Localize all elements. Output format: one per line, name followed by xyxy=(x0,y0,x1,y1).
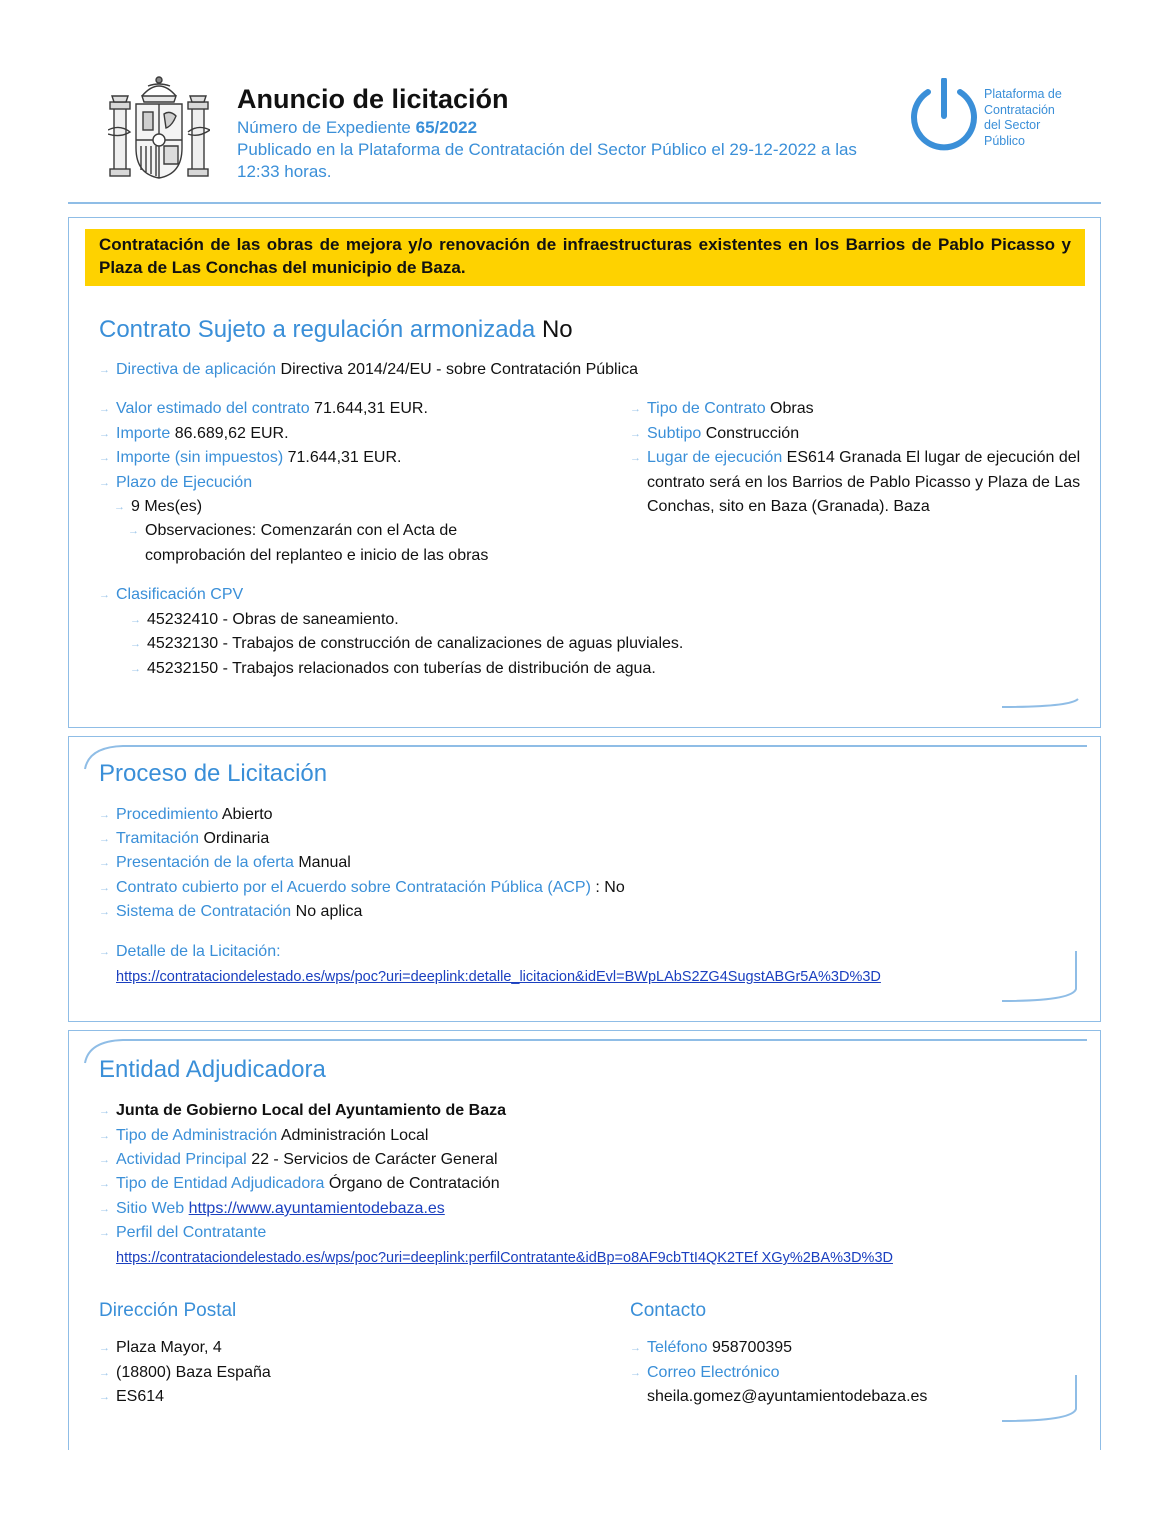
arrow-icon: → xyxy=(630,403,641,415)
arrow-icon: → xyxy=(99,809,110,821)
logo-line: Público xyxy=(984,133,1025,148)
arrow-icon: → xyxy=(128,525,139,537)
perfil-label: Perfil del Contratante xyxy=(116,1224,267,1241)
tipo-admin-value: Administración Local xyxy=(280,1127,429,1144)
plazo-row xyxy=(99,471,252,496)
cpv-item xyxy=(130,608,399,633)
correo-label: Correo Electrónico xyxy=(647,1364,780,1381)
armonizada-value: No xyxy=(541,316,573,343)
acp-row xyxy=(99,876,625,901)
direccion-text: (18800) Baza España xyxy=(116,1364,271,1381)
header-divider xyxy=(68,202,1101,204)
actividad-label: Actividad Principal xyxy=(116,1151,247,1168)
importe-label: Importe xyxy=(116,425,171,442)
detalle-row xyxy=(99,940,281,965)
cpv-item-text: 45232130 - Trabajos de construcción de canalizaciones de aguas pluviales. xyxy=(147,635,684,652)
cpv-item-text: 45232150 - Trabajos relacionados con tuberías de distribución de agua. xyxy=(147,660,656,677)
direccion-title: Dirección Postal xyxy=(99,1300,237,1321)
decorative-swoosh xyxy=(1002,655,1082,711)
correo-value: sheila.gomez@ayuntamientodebaza.es xyxy=(647,1388,928,1405)
arrow-icon: → xyxy=(99,589,110,601)
logo-line: del Sector xyxy=(984,118,1041,132)
importe-value: 86.689,62 EUR. xyxy=(174,425,289,442)
arrow-icon: → xyxy=(114,501,125,513)
detalle-link-row xyxy=(116,965,881,990)
arrow-icon: → xyxy=(99,364,110,376)
entidad-name: Junta de Gobierno Local del Ayuntamiento de Baza xyxy=(116,1102,506,1119)
lugar-value: ES614 Granada El lugar de ejecución del contrato será en los Barrios de Pablo Picasso y Plaza de Las Conchas, sito en Baza (Granada). Baza xyxy=(647,449,1081,515)
telefono-value: 958700395 xyxy=(711,1339,793,1356)
observaciones-row xyxy=(128,519,520,568)
entidad-name-row xyxy=(99,1099,506,1124)
cpv-item-text: 45232410 - Obras de saneamiento. xyxy=(147,611,399,628)
arrow-icon: → xyxy=(99,452,110,464)
detalle-link[interactable]: https://contrataciondelestado.es/wps/poc?uri=deeplink:detalle_licitacion&idEvl=BWpLAbS2ZG4SugstABGr5A%3D%3D xyxy=(116,969,881,985)
importe-sin-label: Importe (sin impuestos) xyxy=(116,449,284,466)
tipo-row xyxy=(630,397,814,422)
arrow-icon: → xyxy=(99,1342,110,1354)
tramitacion-value: Ordinaria xyxy=(203,830,270,847)
arrow-icon: → xyxy=(630,1342,641,1354)
coat-of-arms-icon xyxy=(108,74,210,182)
arrow-icon: → xyxy=(130,638,139,650)
perfil-link-row xyxy=(116,1246,893,1271)
detalle-label: Detalle de la Licitación: xyxy=(116,943,281,960)
armonizada-heading xyxy=(99,316,573,344)
arrow-icon: → xyxy=(130,614,139,626)
proceso-title: Proceso de Licitación xyxy=(99,760,328,787)
tramitacion-label: Tramitación xyxy=(116,830,199,847)
perfil-row xyxy=(99,1221,266,1246)
armonizada-label: Contrato Sujeto a regulación armonizada xyxy=(99,316,536,343)
web-link[interactable]: https://www.ayuntamientodebaza.es xyxy=(188,1200,445,1217)
entidad-title: Entidad Adjudicadora xyxy=(99,1056,326,1083)
cpv-item xyxy=(130,657,656,682)
importe-sin-value: 71.644,31 EUR. xyxy=(287,449,402,466)
arrow-icon: → xyxy=(630,452,641,464)
tramitacion-row xyxy=(99,827,269,852)
valor-row xyxy=(99,397,428,422)
arrow-icon: → xyxy=(630,1367,641,1379)
arrow-icon: → xyxy=(99,477,110,489)
contacto-title: Contacto xyxy=(630,1300,707,1321)
direccion-line xyxy=(99,1336,222,1361)
expediente-line xyxy=(237,118,477,138)
web-label: Sitio Web xyxy=(116,1200,185,1217)
sistema-value: No aplica xyxy=(295,903,363,920)
arrow-icon: → xyxy=(99,906,110,918)
telefono-label: Teléfono xyxy=(647,1339,708,1356)
correo-row xyxy=(630,1361,780,1386)
observaciones-text: Observaciones: Comenzarán con el Acta de comprobación del replanteo e inicio de las obras xyxy=(145,522,489,564)
arrow-icon: → xyxy=(99,882,110,894)
arrow-icon: → xyxy=(99,1154,110,1166)
web-row xyxy=(99,1197,445,1222)
tipo-entidad-label: Tipo de Entidad Adjudicadora xyxy=(116,1175,325,1192)
expediente-label: Número de Expediente xyxy=(237,118,411,137)
direccion-text: Plaza Mayor, 4 xyxy=(116,1339,222,1356)
arrow-icon: → xyxy=(99,1227,110,1239)
arrow-icon: → xyxy=(99,1178,110,1190)
arrow-icon: → xyxy=(99,857,110,869)
tipo-admin-row xyxy=(99,1124,428,1149)
perfil-link[interactable]: https://contrataciondelestado.es/wps/poc?uri=deeplink:perfilContratante&idBp=o8AF9cbTtI4QK2TEf XGy%2BA%3D%3D xyxy=(116,1250,893,1266)
subtipo-value: Construcción xyxy=(705,425,800,442)
valor-value: 71.644,31 EUR. xyxy=(314,400,428,417)
sistema-row xyxy=(99,900,362,925)
presentacion-label: Presentación de la oferta xyxy=(116,854,294,871)
actividad-value: 22 - Servicios de Carácter General xyxy=(251,1151,498,1168)
acp-value: : No xyxy=(595,879,625,896)
directiva-label: Directiva de aplicación xyxy=(116,361,277,378)
direccion-text: ES614 xyxy=(116,1388,165,1405)
cpv-label: Clasificación CPV xyxy=(116,586,244,603)
lugar-row xyxy=(630,446,1090,520)
arrow-icon: → xyxy=(130,663,139,675)
importe-row xyxy=(99,422,289,447)
plazo-value-row xyxy=(114,495,202,520)
procedimiento-value: Abierto xyxy=(221,806,273,823)
tipo-admin-label: Tipo de Administración xyxy=(116,1127,278,1144)
directiva-row xyxy=(99,358,638,383)
cpv-row xyxy=(99,583,243,608)
contract-title: Contratación de las obras de mejora y/o renovación de infraestructuras existentes en los Barrios de Pablo Picasso y Plaza de Las Conchas del municipio de Baza. xyxy=(99,235,1071,277)
expediente-number: 65/2022 xyxy=(415,118,478,137)
arrow-icon: → xyxy=(99,833,110,845)
tipo-entidad-value: Órgano de Contratación xyxy=(328,1175,500,1192)
procedimiento-row xyxy=(99,803,273,828)
tipo-entidad-row xyxy=(99,1172,500,1197)
lugar-label: Lugar de ejecución xyxy=(647,449,783,466)
arrow-icon: → xyxy=(99,428,110,440)
arrow-icon: → xyxy=(99,1367,110,1379)
plazo-label: Plazo de Ejecución xyxy=(116,474,253,491)
arrow-icon: → xyxy=(99,1105,110,1117)
published-line: Publicado en la Plataforma de Contratación del Sector Público el 29-12-2022 a las 12:33 horas. xyxy=(237,140,857,181)
arrow-icon: → xyxy=(99,403,110,415)
logo-line: Plataforma de xyxy=(984,87,1062,101)
valor-label: Valor estimado del contrato xyxy=(116,400,310,417)
direccion-line xyxy=(99,1385,164,1410)
page-title: Anuncio de licitación xyxy=(237,84,509,114)
subtipo-label: Subtipo xyxy=(647,425,702,442)
arrow-icon: → xyxy=(99,1391,110,1403)
arrow-icon: → xyxy=(99,1203,110,1215)
decorative-swoosh xyxy=(1002,1371,1082,1431)
sistema-label: Sistema de Contratación xyxy=(116,903,292,920)
logo-line: Contratación xyxy=(984,102,1055,117)
tipo-value: Obras xyxy=(770,400,814,417)
presentacion-row xyxy=(99,851,351,876)
plazo-value: 9 Mes(es) xyxy=(131,498,203,515)
arrow-icon: → xyxy=(630,428,641,440)
power-icon xyxy=(908,78,980,154)
arrow-icon: → xyxy=(99,946,110,958)
tipo-label: Tipo de Contrato xyxy=(647,400,766,417)
arrow-icon: → xyxy=(99,1130,110,1142)
presentacion-value: Manual xyxy=(298,854,351,871)
acp-label: Contrato cubierto por el Acuerdo sobre Contratación Pública (ACP) xyxy=(116,879,591,896)
telefono-row xyxy=(630,1336,792,1361)
directiva-value: Directiva 2014/24/EU - sobre Contratación Pública xyxy=(280,361,639,378)
cpv-item xyxy=(130,632,683,657)
subtipo-row xyxy=(630,422,799,447)
contract-title-banner xyxy=(85,229,1085,286)
platform-logo-text xyxy=(984,87,1094,149)
procedimiento-label: Procedimiento xyxy=(116,806,219,823)
direccion-line xyxy=(99,1361,271,1386)
actividad-row xyxy=(99,1148,498,1173)
correo-value-row xyxy=(647,1385,927,1410)
decorative-swoosh xyxy=(1002,943,1082,1003)
importe-sin-row xyxy=(99,446,401,471)
